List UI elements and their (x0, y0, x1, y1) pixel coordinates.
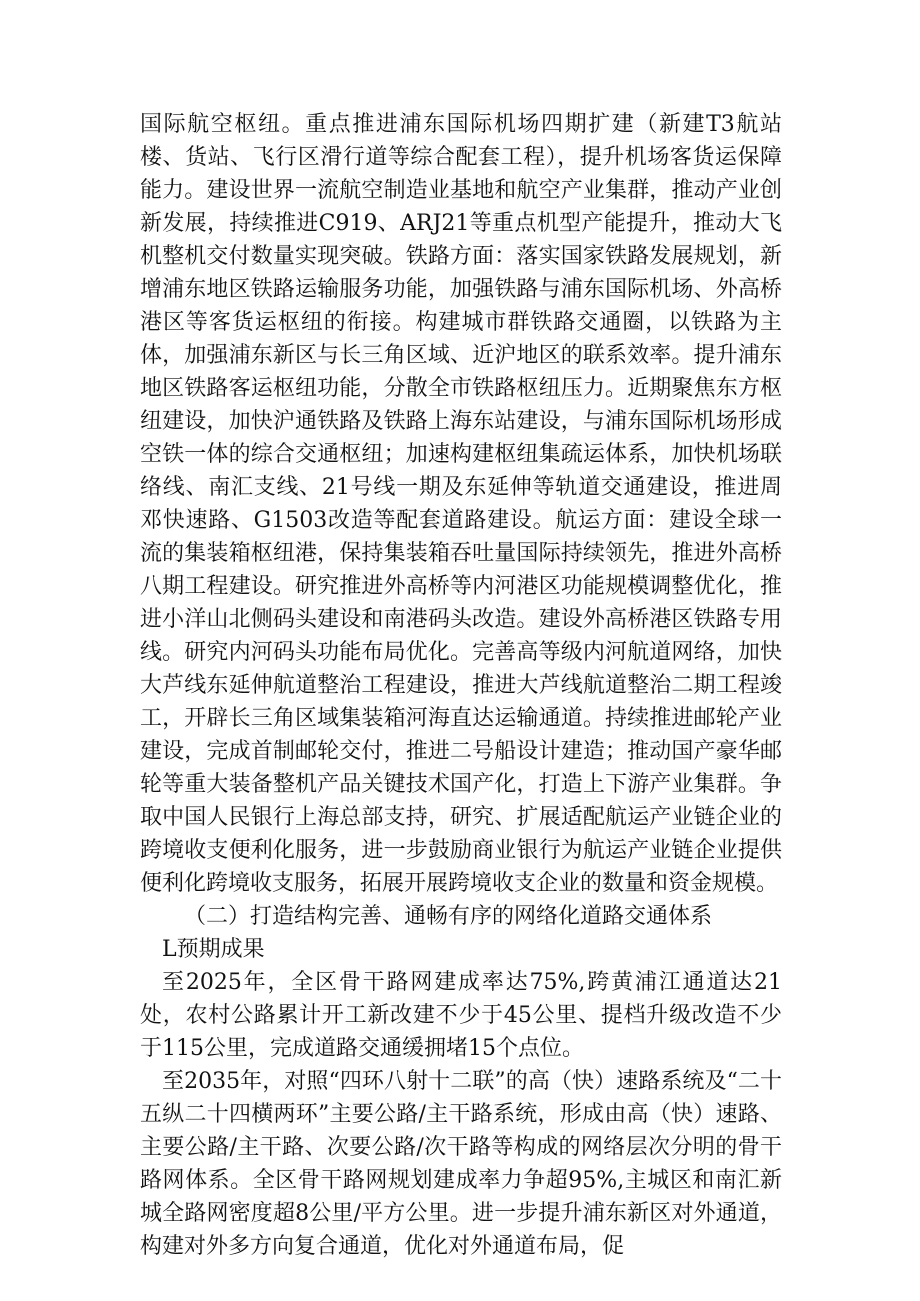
body-paragraph-2025-targets: 至2025年，全区骨干路网建成率达75%,跨黄浦江通道达21处，农村公路累计开工新改建不少于45公里、提档升级改造不少于115公里，完成道路交通缓拥堵15个点位。 (140, 970, 782, 1061)
body-paragraph-2035-targets: 至2035年，对照“四环八射十二联”的高（快）速路系统及“二十五纵二十四横两环”主要公路/主干路系统，形成由高（快）速路、主要公路/主干路、次要公路/次干路等构成的网络层次分明的骨干路网体系。全区骨干路网规划建成率力争超95%,主城区和南汇新城全路网密度超8公里/平方公里。进一步提升浦东新区对外通道，构建对外多方向复合通道，优化对外通道布局，促 (140, 1069, 782, 1259)
document-page (140, 108, 782, 1263)
section-heading-road-network: （二）打造结构完善、通畅有序的网络化道路交通体系 (184, 904, 713, 929)
body-paragraph-transport-hubs: 国际航空枢纽。重点推进浦东国际机场四期扩建（新建T3航站楼、货站、飞行区滑行道等综合配套工程），提升机场客货运保障能力。建设世界一流航空制造业基地和航空产业集群，推动产业创新发展，持续推进C919、ARJ21等重点机型产能提升，推动大飞机整机交付数量实现突破。铁路方面：落实国家铁路发展规划，新增浦东地区铁路运输服务功能，加强铁路与浦东国际机场、外高桥港区等客货运枢纽的衔接。构建城市群铁路交通圈，以铁路为主体，加强浦东新区与长三角区域、近沪地区的联系效率。提升浦东地区铁路客运枢纽功能，分散全市铁路枢纽压力。近期聚焦东方枢纽建设，加快沪通铁路及铁路上海东站建设，与浦东国际机场形成空铁一体的综合交通枢纽；加速构建枢纽集疏运体系，加快机场联络线、南汇支线、21号线一期及东延伸等轨道交通建设，推进周邓快速路、G1503改造等配套道路建设。航运方面：建设全球一流的集装箱枢纽港，保持集装箱吞吐量国际持续领先，推进外高桥八期工程建设。研究推进外高桥等内河港区功能规模调整优化，推进小洋山北侧码头建设和南港码头改造。建设外高桥港区铁路专用线。研究内河码头功能布局优化。完善高等级内河航道网络，加快大芦线东延伸航道整治工程建设，推进大芦线航道整治二期工程竣工，开辟长三角区域集装箱河海直达运输通道。持续推进邮轮产业建设，完成首制邮轮交付，推进二号船设计建造；推动国产豪华邮轮等重大装备整机产品关键技术国产化，打造上下游产业集群。争取中国人民银行上海总部支持，研究、扩展适配航运产业链企业的跨境收支便利化服务，进一步鼓励商业银行为航运产业链企业提供便利化跨境收支服务，拓展开展跨境收支企业的数量和资金规模。 (140, 112, 782, 896)
subheading-expected-results: L预期成果 (162, 937, 265, 962)
